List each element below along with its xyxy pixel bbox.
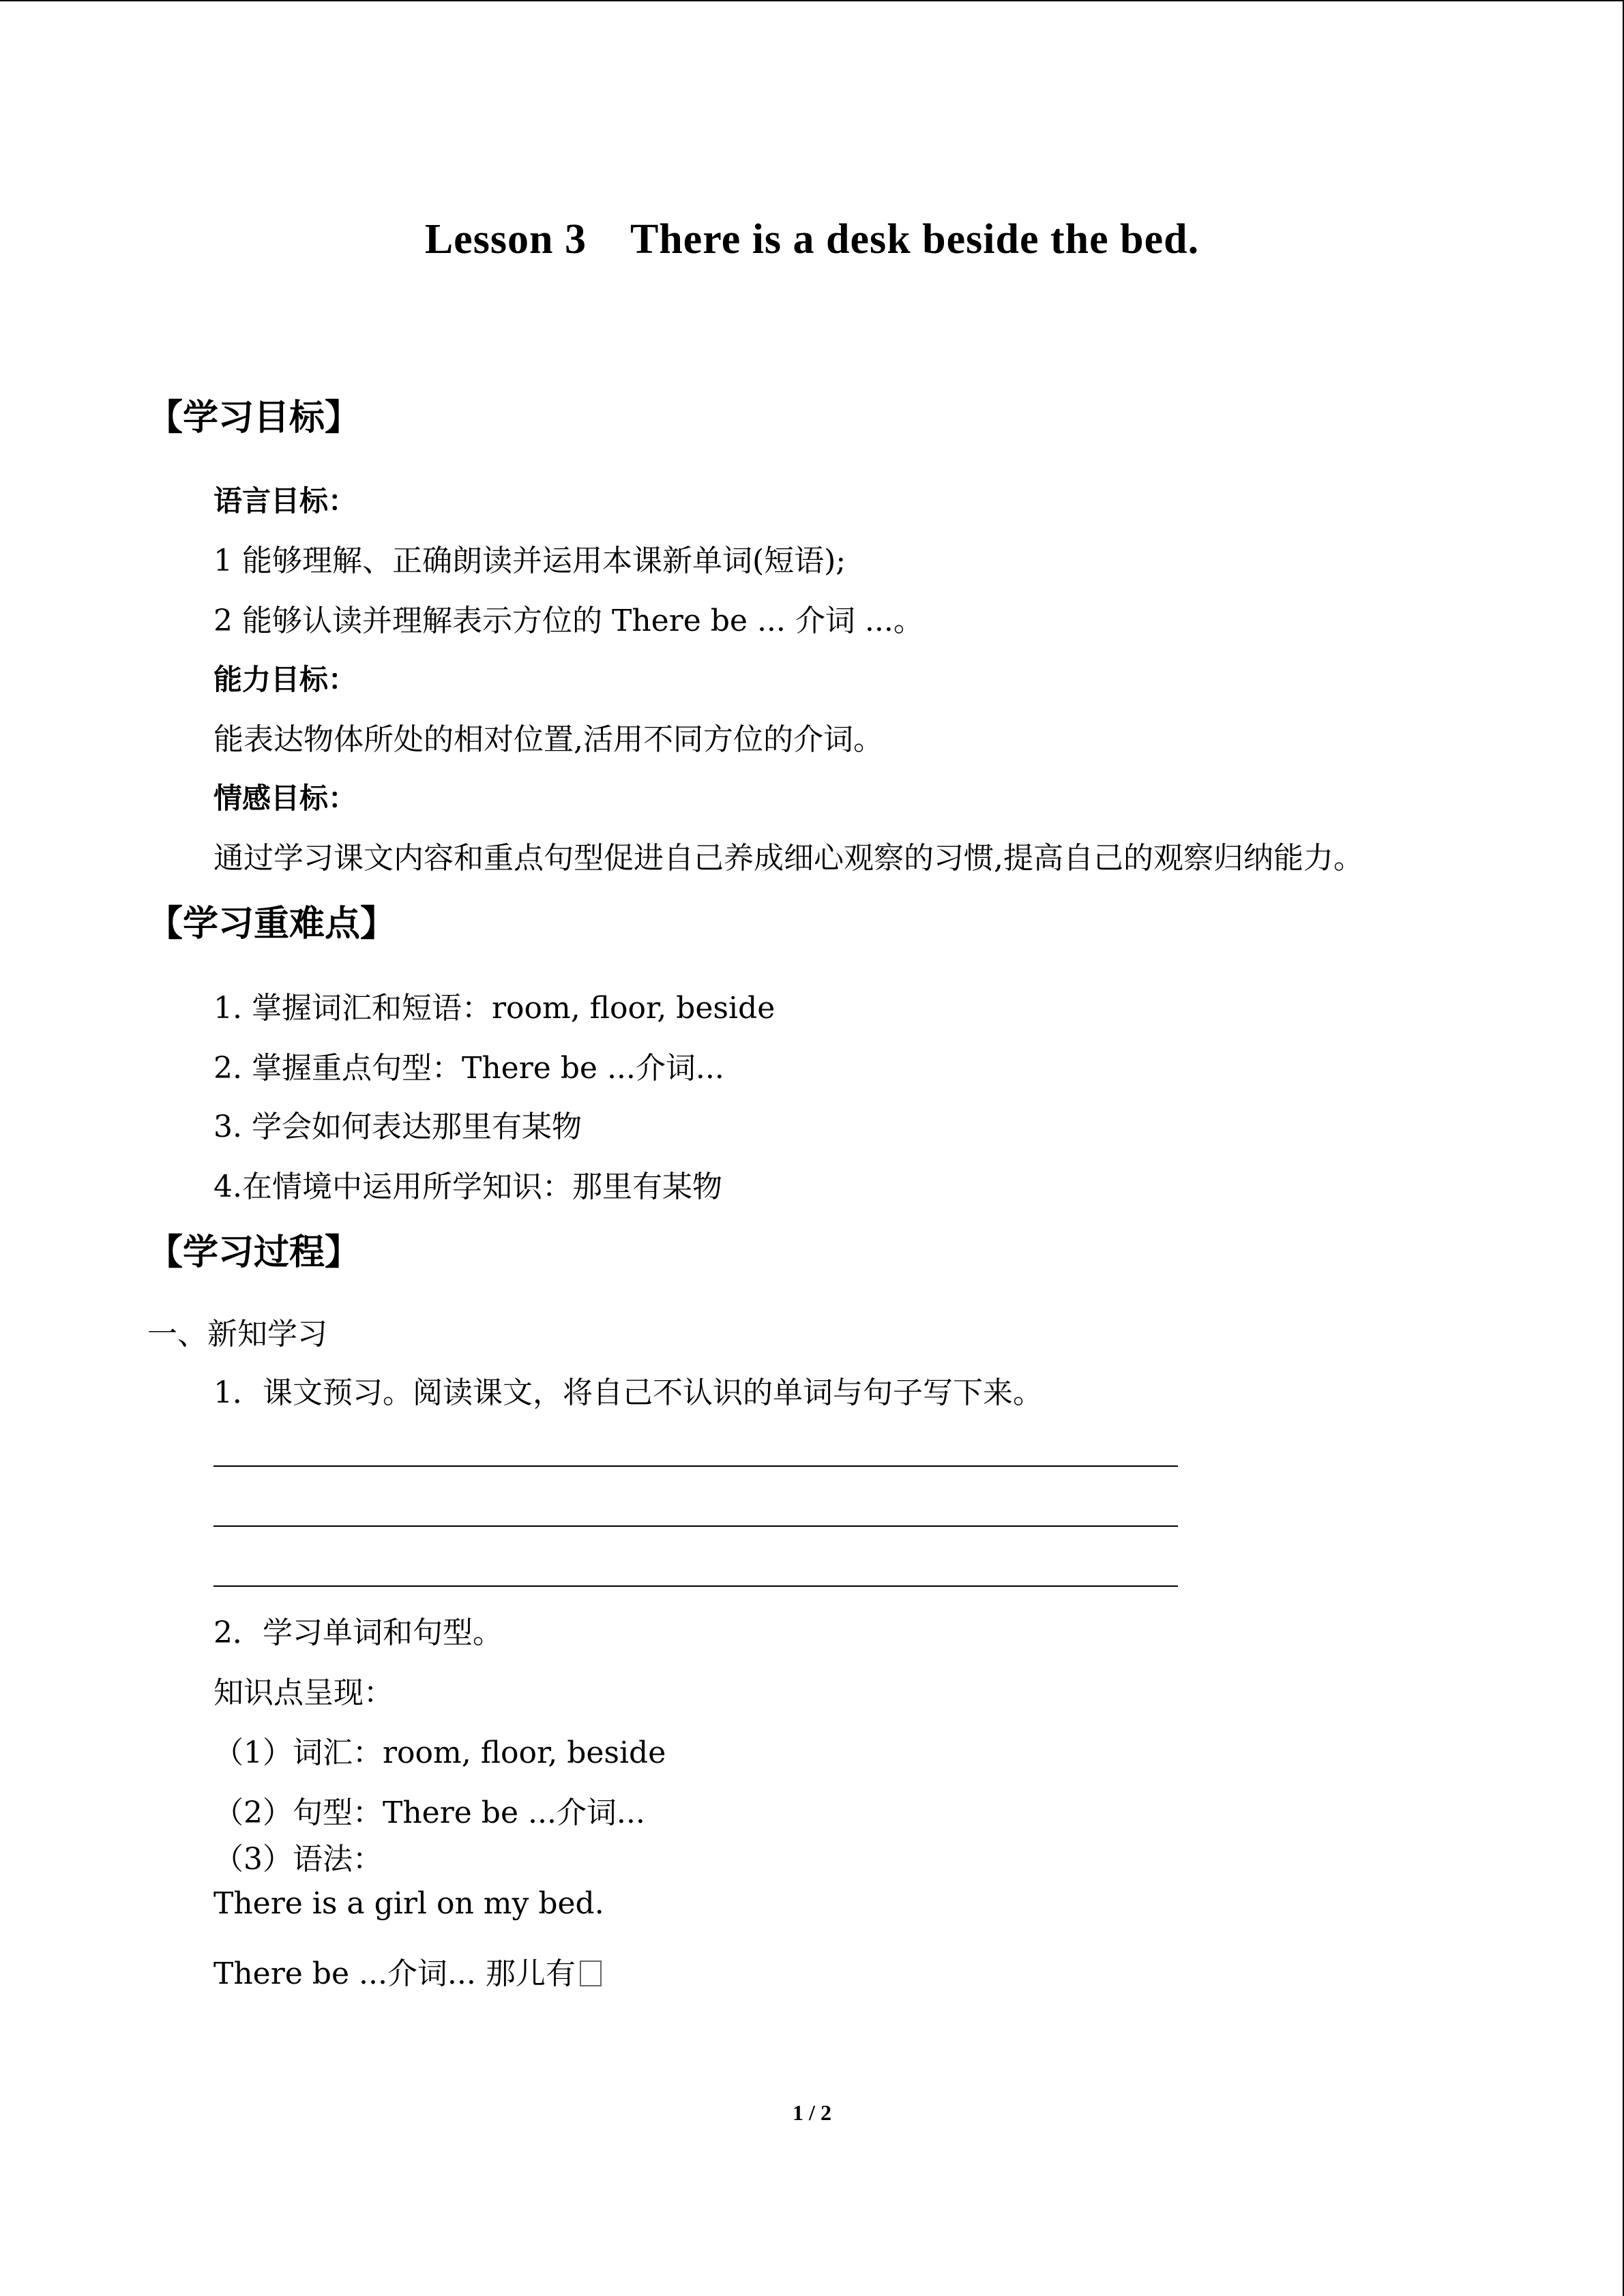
step-preview: 1．课文预习。阅读课文，将自己不认识的单词与句子写下来。	[213, 1375, 1043, 1410]
grammar-meaning-text: There be ...介词... 那儿有	[213, 1956, 576, 1991]
part-new-knowledge: 一、新知学习	[147, 1317, 327, 1352]
knowledge-label: 知识点呈现：	[213, 1675, 394, 1710]
grammar-example: There is a girl on my bed.	[213, 1886, 604, 1921]
key-point-4: 4.在情境中运用所学知识：那里有某物	[213, 1169, 722, 1204]
pattern-item: （2）句型：There be ...介词...	[213, 1795, 645, 1830]
key-point-3: 3. 学会如何表达那里有某物	[213, 1109, 582, 1144]
page-number: 1 / 2	[793, 2100, 831, 2125]
writing-line-1	[213, 1465, 1178, 1467]
writing-line-3	[213, 1585, 1178, 1587]
language-goal-2: 2 能够认读并理解表示方位的 There be ... 介词 ...。	[213, 603, 924, 638]
ability-goal-1: 能表达物体所处的相对位置,活用不同方位的介词。	[213, 722, 883, 757]
step-learn: 2．学习单词和句型。	[213, 1615, 503, 1650]
ability-goal-label: 能力目标：	[213, 663, 357, 696]
language-goal-1: 1 能够理解、正确朗读并运用本课新单词(短语);	[213, 543, 846, 578]
section-heading-key-points: 【学习重难点】	[147, 904, 396, 944]
section-heading-goals: 【学习目标】	[147, 398, 361, 438]
writing-line-2	[213, 1525, 1178, 1527]
lesson-sentence: There is a desk beside the bed.	[630, 216, 1200, 263]
key-point-1: 1. 掌握词汇和短语：room, floor, beside	[213, 991, 776, 1026]
section-heading-process: 【学习过程】	[147, 1232, 361, 1273]
vocab-item: （1）词汇：room, floor, beside	[213, 1735, 666, 1770]
missing-glyph-box-icon	[580, 1960, 602, 1986]
lesson-number: Lesson 3	[424, 216, 587, 263]
key-point-2: 2. 掌握重点句型：There be ...介词...	[213, 1051, 724, 1086]
emotion-goal-label: 情感目标：	[213, 781, 357, 815]
language-goal-label: 语言目标：	[213, 484, 357, 518]
grammar-item: （3）语法：	[213, 1842, 383, 1877]
lesson-title	[0, 215, 1624, 264]
grammar-meaning	[213, 1949, 602, 1993]
emotion-goal-1: 通过学习课文内容和重点句型促进自己养成细心观察的习惯,提高自己的观察归纳能力。	[213, 841, 1363, 876]
